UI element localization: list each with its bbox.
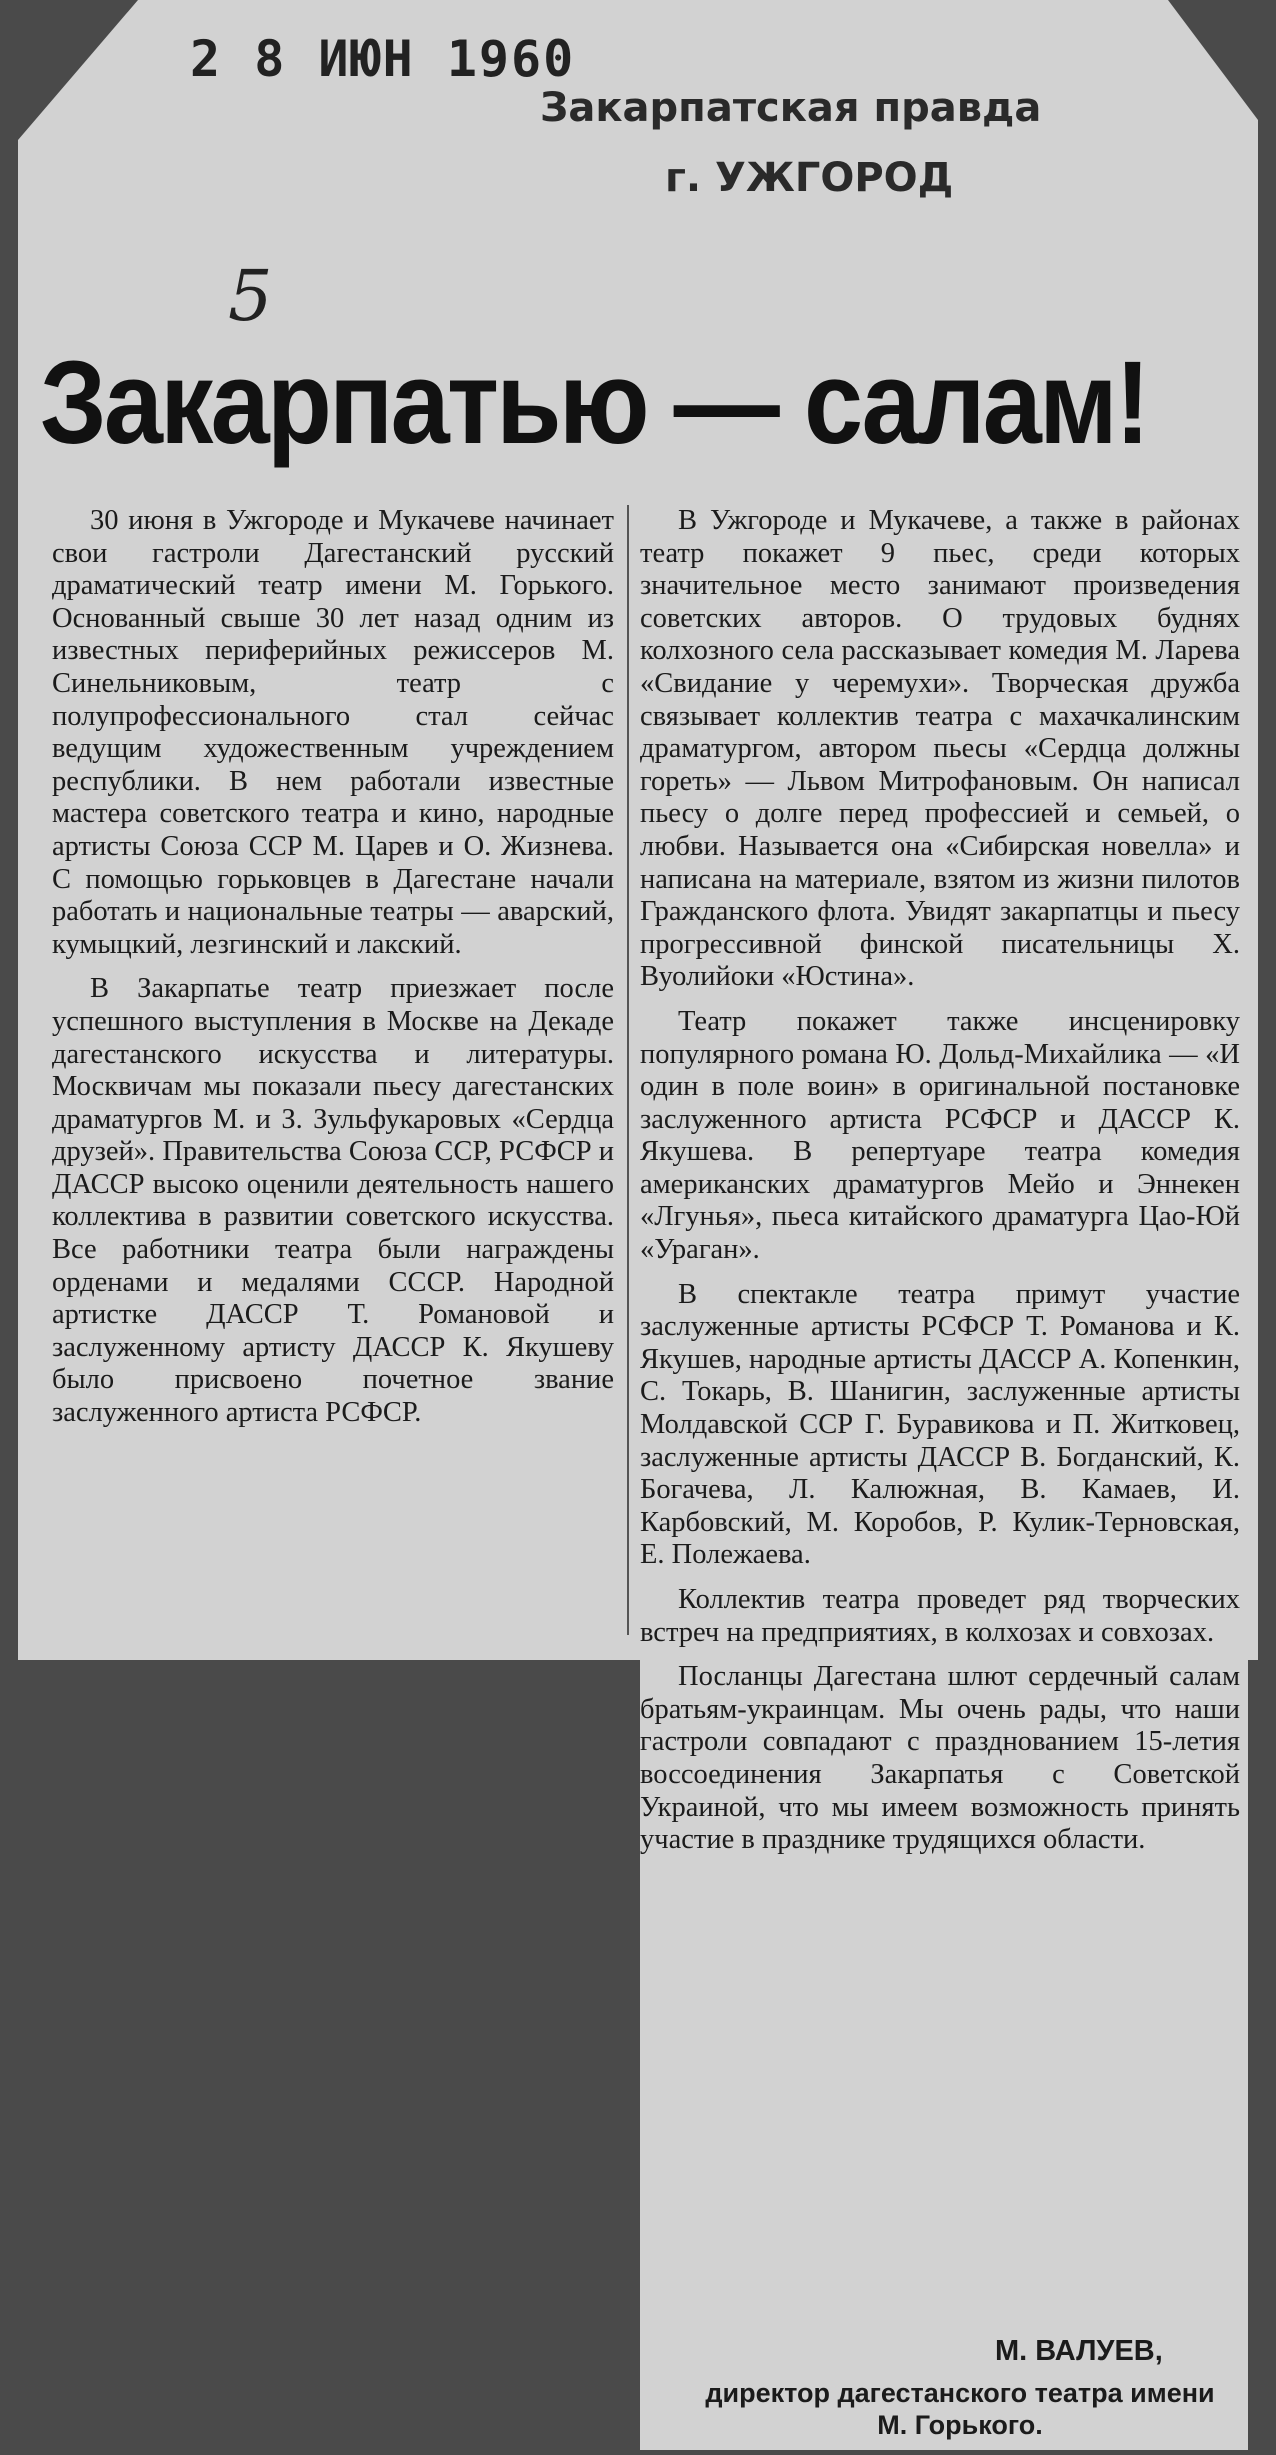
signature-role: директор дагестанского театра имени М. Горького. — [705, 2378, 1215, 2440]
paragraph: В Закарпатье театр приезжает после успешного выступления в Москве на Декаде дагестанского искусства и литературы. Москвичам мы показали пьесу дагестанских драматургов М. и З. Зульфукаровых «Сердца друзей». Правительства Союза ССР, РСФСР и ДАССР высоко оценили деятельность нашего коллектива в развитии советского искусства. Все работники театра были награждены орденами и медалями СССР. Народной артистке ДАССР Т. Романовой и заслуженному артисту ДАССР К. Якушеву было присвоено почетное звание заслуженного артиста РСФСР. — [52, 973, 614, 1429]
handwritten-number: 5 — [228, 255, 273, 337]
paragraph: В спектакле театра примут участие заслуженные артисты РСФСР Т. Романова и К. Якушев, народные артисты ДАССР А. Копенкин, С. Токарь, В. Шанигин, заслуженные артисты Молдавской ССР Г. Буравикова и П. Житковец, заслуженные артисты ДАССР В. Богданский, К. Богачева, Л. Калюжная, В. Камаев, И. Карбовский, М. Коробов, Р. Кулик-Терновская, Е. Полежаева. — [640, 1278, 1240, 1571]
headline: Закарпатью — салам! — [40, 337, 1148, 469]
date-stamp: 2 8 ИЮН 1960 — [190, 30, 576, 88]
paragraph: Театр покажет также инсценировку популярного романа Ю. Дольд-Михайлика — «И один в поле воин» в оригинальной постановке заслуженного артиста РСФСР и ДАССР К. Якушева. В репертуаре театра комедия американских драматургов Мейо и Эннекен «Лгунья», пьеса китайского драматурга Цао-Юй «Ураган». — [640, 1005, 1240, 1266]
paragraph: 30 июня в Ужгороде и Мукачеве начинает свои гастроли Дагестанский русский драматический театр имени М. Горького. Основанный свыше 30 лет назад одним из известных периферийных режиссеров М. Синельниковым, театр с полупрофессионального стал сейчас ведущим художественным учреждением республики. В нем работали известные мастера советского театра и кино, народные артисты Союза ССР М. Царев и О. Жизнева. С помощью горьковцев в Дагестане начали работать и национальные театры — аварский, кумыцкий, лезгинский и лакский. — [52, 505, 614, 960]
paragraph: Посланцы Дагестана шлют сердечный салам братьям-украинцам. Мы очень рады, что наши гастроли совпадают с празднованием 15-летия воссоединения Закарпатья с Советской Украиной, что мы имеем возможность принять участие в празднике трудящихся области. — [640, 1661, 1240, 1856]
paragraph: В Ужгороде и Мукачеве, а также в районах театр покажет 9 пьес, среди которых значительное место занимают произведения советских авторов. О трудовых буднях колхозного села рассказывает комедия М. Ларева «Свидание у черемухи». Творческая дружба связывает коллектив театра с махачкалинским драматургом, автором пьесы «Сердца должны гореть» — Львом Митрофановым. Он написал пьесу о долге перед профессией и семьей, о любви. Называется она «Сибирская новелла» и написана на материале, взятом из жизни пилотов Гражданского флота. Увидят закарпатцы и пьесу прогрессивной финской писательницы Х. Вуолийоки «Юстина». — [640, 505, 1240, 993]
signature-name: М. ВАЛУЕВ, — [995, 2335, 1163, 2367]
left-column — [52, 505, 614, 1442]
column-divider — [627, 505, 629, 1635]
newspaper-stamp: Закарпатская правда — [540, 85, 1042, 131]
city-stamp: г. УЖГОРОД — [665, 155, 954, 201]
right-column — [640, 505, 1240, 1869]
paragraph: Коллектив театра проведет ряд творческих встреч на предприятиях, в колхозах и совхозах. — [640, 1584, 1240, 1648]
